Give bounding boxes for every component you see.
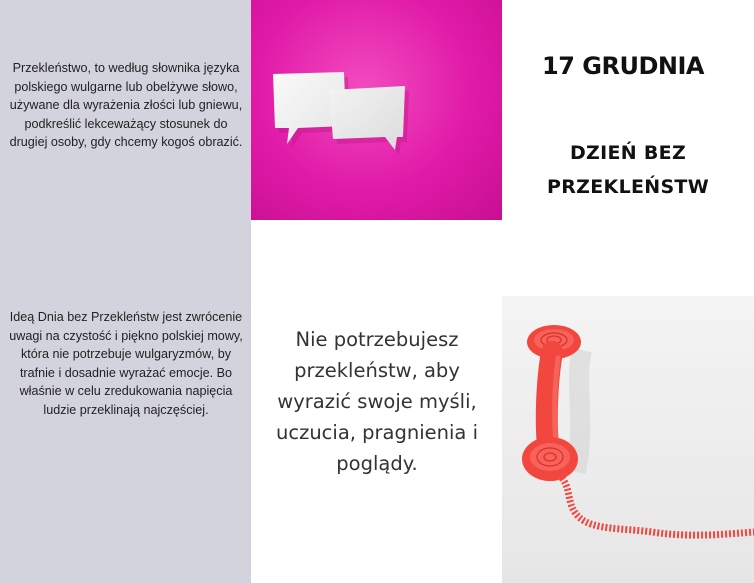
- event-date: 17 GRUDNIA: [542, 52, 704, 80]
- quote-text: Nie potrzebujesz przekleństw, aby wyrazić swoje myśli, uczucia, pragnienia i poglądy.: [276, 328, 478, 475]
- definition-paragraph: Przekleństwo, to według słownika języka polskiego wulgarne lub obelżywe słowo, używane dla wyrażenia złości lub gniewu, podkreślić lekceważący stosunek do drugiej osoby, gdy chcemy kogoś obrazić.: [9, 61, 243, 150]
- speech-bubbles-photo: [251, 0, 502, 220]
- left-panel: [0, 0, 251, 583]
- idea-paragraph: Ideą Dnia bez Przekleństw jest zwrócenie uwagi na czystość i piękno polskiej mowy, która nie potrzebuje wulgaryzmów, by trafnie i dosadnie wyrażać emocje. Bo właśnie w celu zredukowania napięcia ludzie przeklinają najczęściej.: [9, 310, 243, 417]
- event-title-line-1: DZIEŃ BEZ: [569, 142, 687, 164]
- handset-handle: [547, 352, 552, 446]
- speech-bubbles-illustration: [251, 0, 502, 220]
- telephone-handset-photo: [502, 296, 754, 583]
- event-title: [512, 136, 744, 204]
- event-title-line-2: PRZEKLEŃSTW: [547, 176, 709, 198]
- telephone-handset-illustration: [502, 296, 754, 583]
- coiled-cord: [562, 478, 754, 535]
